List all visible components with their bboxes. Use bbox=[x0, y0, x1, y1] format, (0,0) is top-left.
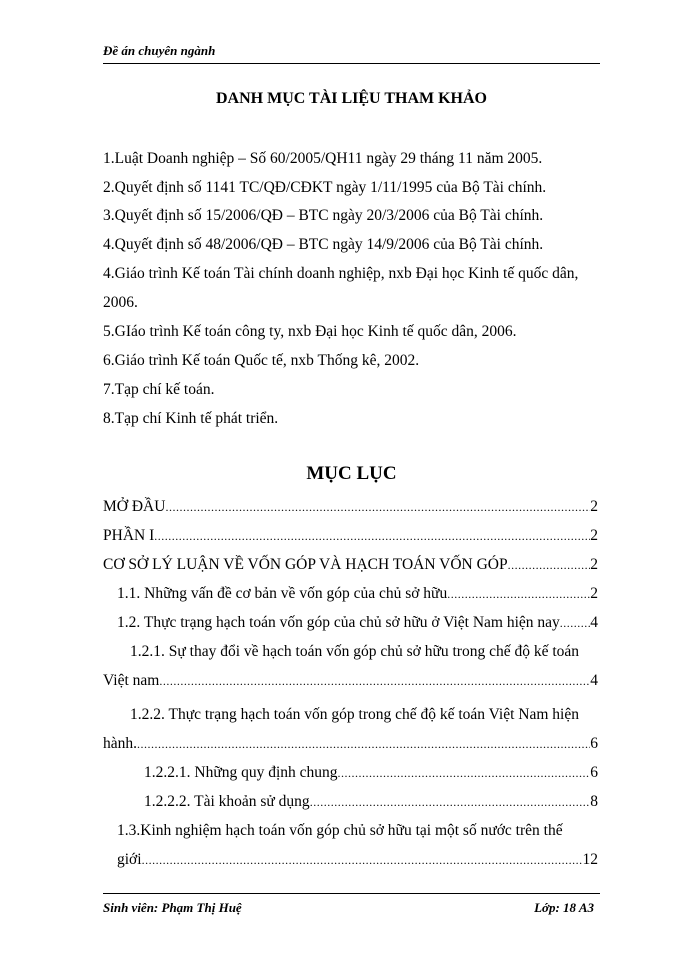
toc-entry-page: 6 bbox=[590, 764, 598, 781]
reference-item: 2.Quyết định số 1141 TC/QĐ/CĐKT ngày 1/11/1995 của Bộ Tài chính. bbox=[103, 179, 547, 196]
toc-leader bbox=[154, 529, 590, 544]
reference-item: 5.GIáo trình Kế toán công ty, nxb Đại học Kinh tế quốc dân, 2006. bbox=[103, 323, 517, 340]
toc-leader bbox=[142, 853, 583, 868]
references-title: DANH MỤC TÀI LIỆU THAM KHẢO bbox=[216, 90, 487, 107]
toc-entry[interactable] bbox=[103, 735, 598, 753]
toc-entry[interactable] bbox=[117, 851, 598, 869]
toc-entry-page: 8 bbox=[590, 793, 598, 810]
toc-entry-label: giới bbox=[117, 851, 142, 868]
toc-entry-page: 2 bbox=[590, 498, 598, 515]
reference-item: 8.Tạp chí Kinh tế phát triển. bbox=[103, 410, 279, 427]
toc-title: MỤC LỤC bbox=[306, 463, 397, 484]
footer-rule bbox=[103, 893, 600, 894]
toc-entry-label: PHẦN I bbox=[103, 527, 155, 544]
footer-student: Sinh viên: Phạm Thị Huệ bbox=[103, 900, 242, 915]
toc-entry-label: MỞ ĐẦU bbox=[103, 498, 166, 515]
reference-item: 4.Giáo trình Kế toán Tài chính doanh nghiệp, nxb Đại học Kinh tế quốc dân, bbox=[103, 265, 579, 282]
toc-leader bbox=[338, 766, 591, 781]
toc-entry[interactable] bbox=[117, 585, 598, 603]
toc-leader bbox=[310, 795, 591, 810]
toc-entry[interactable] bbox=[144, 764, 598, 782]
toc-entry-label[interactable]: 1.2.1. Sự thay đổi về hạch toán vốn góp chủ sở hữu trong chế độ kế toán bbox=[130, 643, 580, 660]
toc-entry[interactable] bbox=[103, 498, 598, 516]
toc-leader bbox=[508, 558, 591, 573]
toc-entry-label: 1.2. Thực trạng hạch toán vốn góp của chủ sở hữu ở Việt Nam hiện nay bbox=[117, 614, 560, 631]
toc-entry[interactable] bbox=[103, 556, 598, 574]
reference-item: 2006. bbox=[103, 294, 138, 311]
toc-entry-label: hành. bbox=[103, 735, 138, 752]
toc-leader bbox=[165, 500, 590, 515]
toc-entry-page: 2 bbox=[590, 556, 598, 573]
reference-item: 6.Giáo trình Kế toán Quốc tế, nxb Thống kê, 2002. bbox=[103, 352, 420, 369]
toc-leader bbox=[447, 587, 590, 602]
toc-entry[interactable] bbox=[103, 672, 598, 690]
header-rule bbox=[103, 63, 600, 64]
toc-entry[interactable] bbox=[117, 614, 598, 632]
toc-entry-page: 6 bbox=[590, 735, 598, 752]
toc-entry-page: 2 bbox=[590, 585, 598, 602]
toc-entry-label: CƠ SỞ LÝ LUẬN VỀ VỐN GÓP VÀ HẠCH TOÁN VỐN GÓP bbox=[103, 556, 508, 573]
toc-entry-label[interactable]: 1.2.2. Thực trạng hạch toán vốn góp trong chế độ kế toán Việt Nam hiện bbox=[130, 706, 579, 723]
reference-item: 7.Tạp chí kế toán. bbox=[103, 381, 215, 398]
toc-leader bbox=[560, 616, 590, 631]
reference-item: 3.Quyết định số 15/2006/QĐ – BTC ngày 20/3/2006 của Bộ Tài chính. bbox=[103, 207, 544, 224]
toc-entry-label: Việt nam bbox=[103, 672, 160, 689]
toc-leader bbox=[159, 674, 590, 689]
toc-entry[interactable] bbox=[103, 527, 598, 545]
page-header: Đề án chuyên ngành bbox=[103, 43, 216, 58]
toc-entry-page: 2 bbox=[590, 527, 598, 544]
toc-leader bbox=[137, 737, 590, 752]
footer-class: Lớp: 18 A3 bbox=[534, 900, 594, 915]
toc-entry-page: 4 bbox=[590, 672, 598, 689]
toc-entry-page: 12 bbox=[582, 851, 598, 868]
toc-entry-label[interactable]: 1.3.Kinh nghiệm hạch toán vốn góp chủ sở hữu tại một số nước trên thế bbox=[117, 822, 563, 839]
toc-entry-label: 1.1. Những vấn đề cơ bản về vốn góp của chủ sở hữu bbox=[117, 585, 448, 602]
toc-entry-page: 4 bbox=[590, 614, 598, 631]
toc-entry-label: 1.2.2.1. Những quy định chung bbox=[144, 764, 338, 781]
reference-item: 4.Quyết định số 48/2006/QĐ – BTC ngày 14/9/2006 của Bộ Tài chính. bbox=[103, 236, 544, 253]
toc-entry-label: 1.2.2.2. Tài khoản sử dụng bbox=[144, 793, 310, 810]
reference-item: 1.Luật Doanh nghiệp – Số 60/2005/QH11 ngày 29 tháng 11 năm 2005. bbox=[103, 150, 543, 167]
toc-entry[interactable] bbox=[144, 793, 598, 811]
